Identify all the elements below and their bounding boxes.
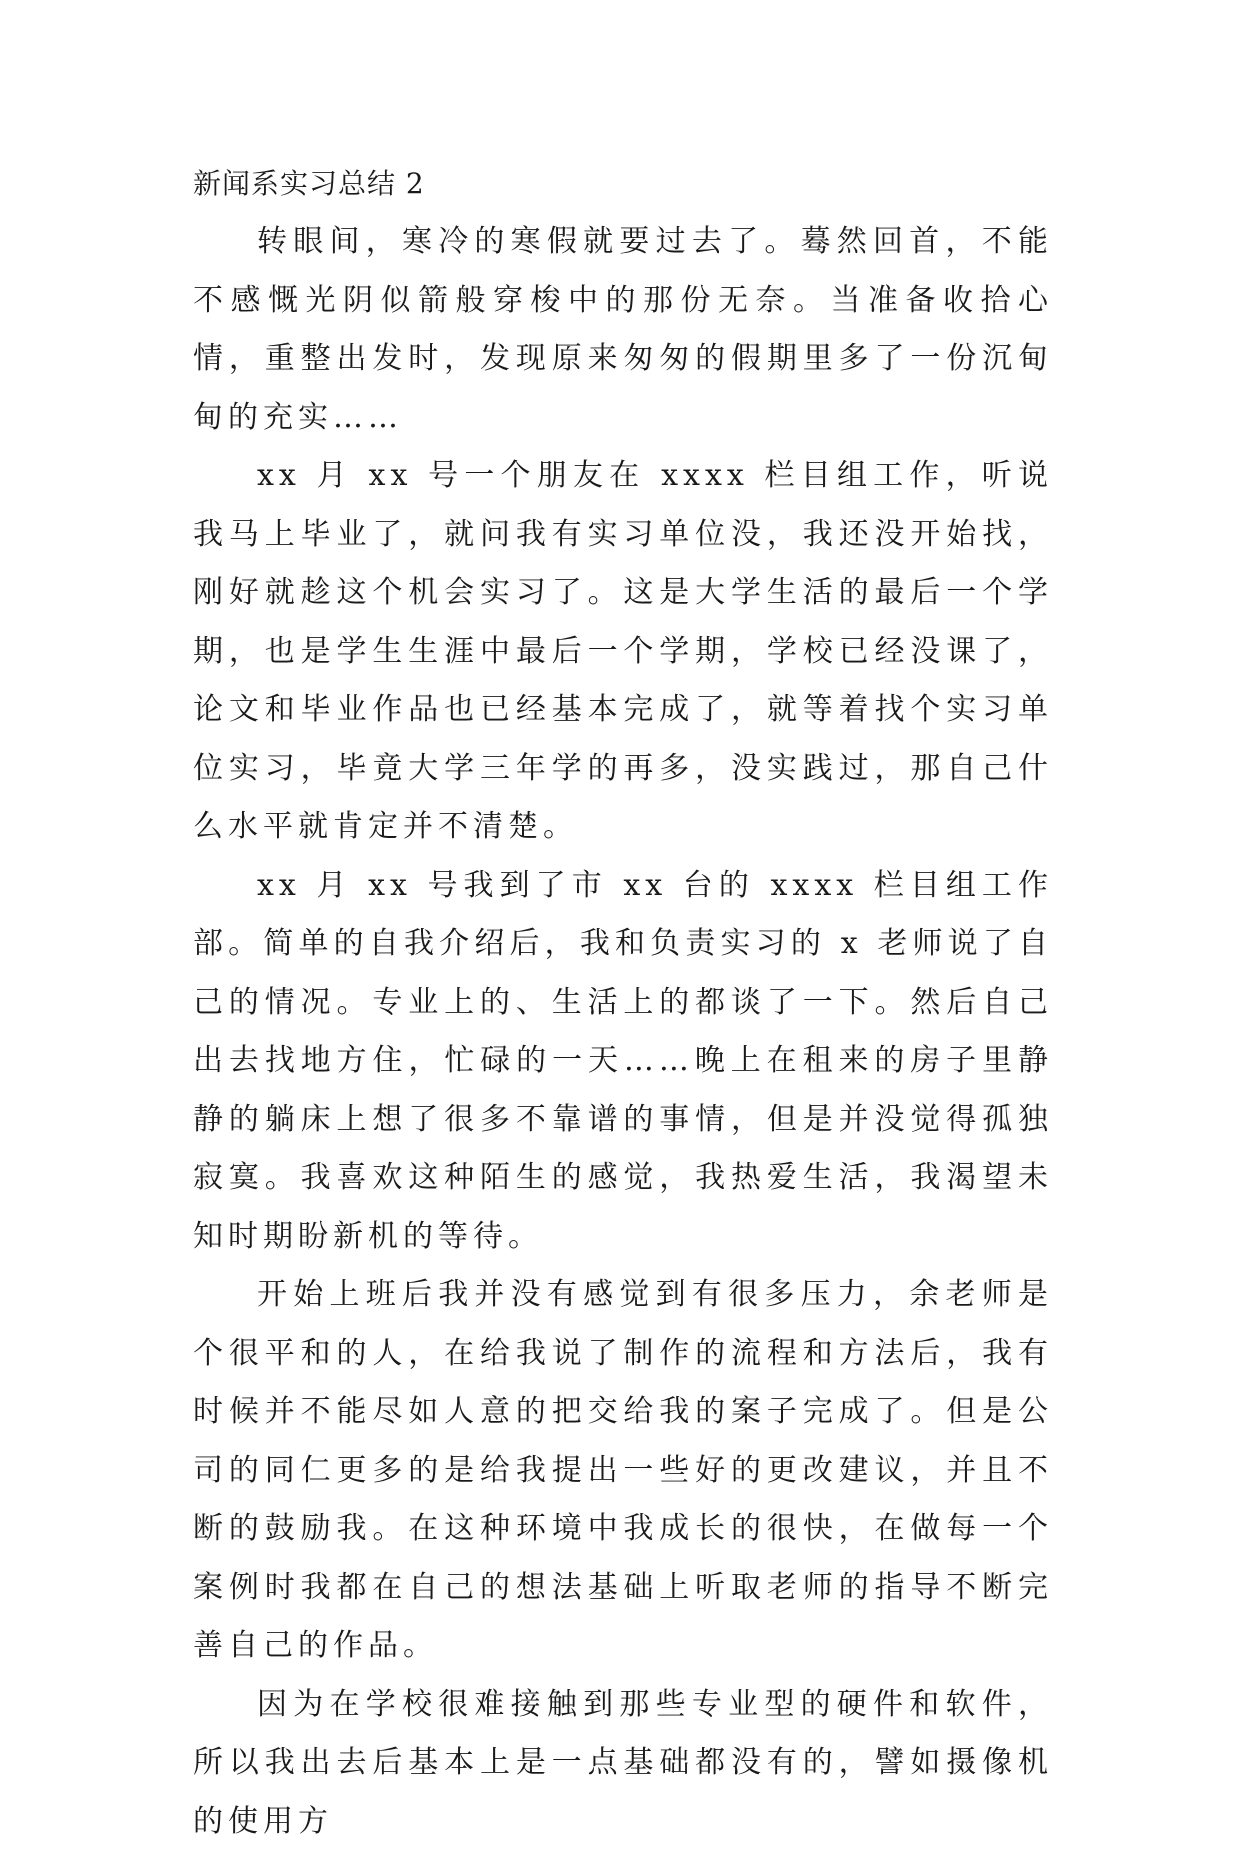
document-title: 新闻系实习总结 2 — [193, 155, 1053, 213]
paragraph-1: 转眼间，寒冷的寒假就要过去了。蓦然回首，不能不感慨光阴似箭般穿梭中的那份无奈。当准备收拾心情，重整出发时，发现原来匆匆的假期里多了一份沉甸甸的充实…… — [193, 213, 1053, 447]
paragraph-2: xx 月 xx 号一个朋友在 xxxx 栏目组工作，听说我马上毕业了，就问我有实习单位没，我还没开始找，刚好就趁这个机会实习了。这是大学生活的最后一个学期，也是学生生涯中最后一个学期，学校已经没课了，论文和毕业作品也已经基本完成了，就等着找个实习单位实习，毕竟大学三年学的再多，没实践过，那自己什么水平就肯定并不清楚。 — [193, 447, 1053, 857]
paragraph-5: 因为在学校很难接触到那些专业型的硬件和软件，所以我出去后基本上是一点基础都没有的，譬如摄像机的使用方 — [193, 1676, 1053, 1851]
paragraph-4: 开始上班后我并没有感觉到有很多压力，余老师是个很平和的人，在给我说了制作的流程和方法后，我有时候并不能尽如人意的把交给我的案子完成了。但是公司的同仁更多的是给我提出一些好的更改建议，并且不断的鼓励我。在这种环境中我成长的很快，在做每一个案例时我都在自己的想法基础上听取老师的指导不断完善自己的作品。 — [193, 1266, 1053, 1676]
document-body — [193, 155, 1053, 1851]
paragraph-3: xx 月 xx 号我到了市 xx 台的 xxxx 栏目组工作部。简单的自我介绍后，我和负责实习的 x 老师说了自己的情况。专业上的、生活上的都谈了一下。然后自己出去找地方住，忙碌的一天……晚上在租来的房子里静静的躺床上想了很多不靠谱的事情，但是并没觉得孤独寂寞。我喜欢这种陌生的感觉，我热爱生活，我渴望未知时期盼新机的等待。 — [193, 857, 1053, 1267]
